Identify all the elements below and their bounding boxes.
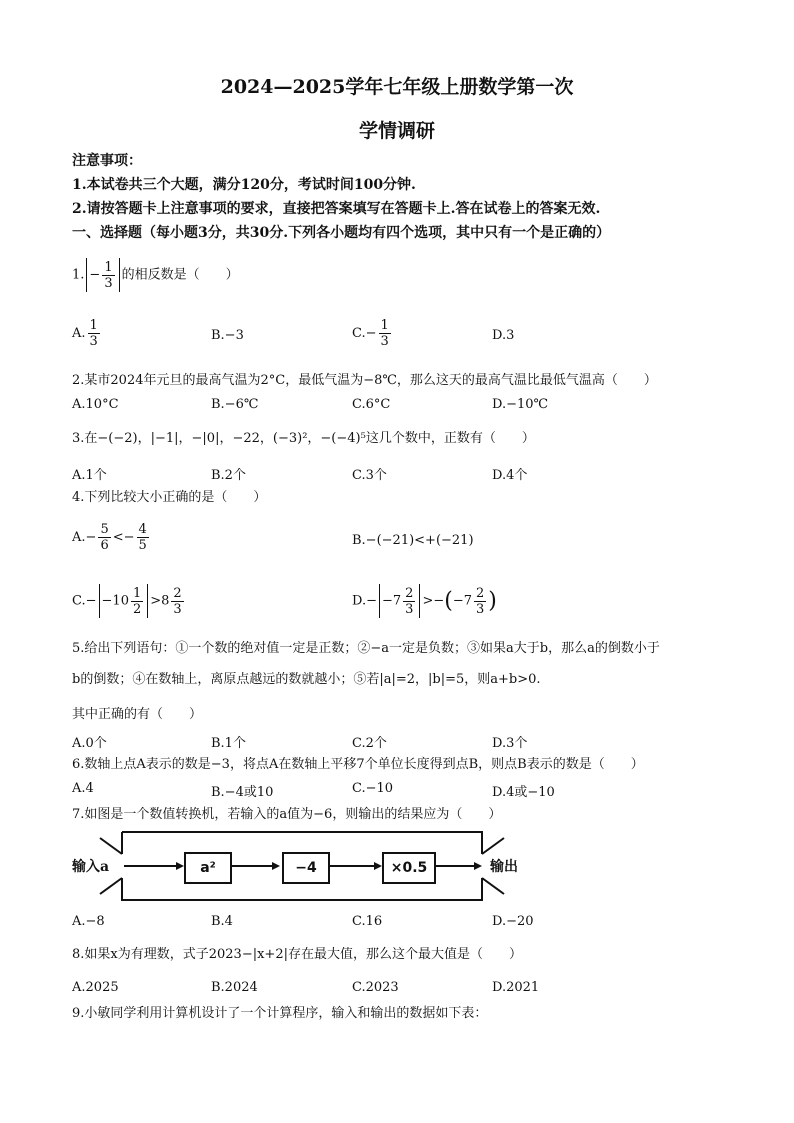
q4-option-a[interactable]: A.− $\frac{5}{6}$ <− $\frac{4}{5}$ [72, 522, 147, 553]
q2-option-b[interactable]: B.−6℃ [211, 397, 259, 412]
q8-option-b[interactable]: B.2024 [211, 980, 258, 995]
q2-option-d[interactable]: D.−10℃ [492, 397, 549, 412]
q4-option-d[interactable]: D.− −7 $\frac{2}{3}$ >−(−7 $\frac{2}{3}$ ) [352, 585, 497, 617]
question-1: 1. − $\frac{1}{3}$ 的相反数是（ ） [72, 259, 239, 291]
section-heading: 一、选择题（每小题3分，共30分.下列各小题均有四个选项，其中只有一个是正确的） [72, 225, 611, 241]
q5-option-a[interactable]: A.0个 [72, 736, 107, 751]
q7-option-d[interactable]: D.−20 [492, 914, 534, 929]
notes-item-1: 1.本试卷共三个大题，满分120分，考试时间100分钟. [72, 177, 416, 193]
q8-option-c[interactable]: C.2023 [352, 980, 399, 995]
q1-option-c[interactable]: C.− $\frac{1}{3}$ [352, 318, 389, 349]
notes-heading: 注意事项： [72, 153, 142, 169]
question-7: 7.如图是一个数值转换机，若输入的a值为−6，则输出的结果应为（ ） [72, 807, 502, 822]
page-subtitle: 学情调研 [358, 120, 435, 142]
q6-option-a[interactable]: A.4 [72, 781, 94, 796]
q1-option-a[interactable]: A. $\frac{1}{3}$ [72, 318, 98, 349]
notes-item-2: 2.请按答题卡上注意事项的要求，直接把答案填写在答题卡上.答在试卷上的答案无效. [72, 201, 601, 217]
question-8: 8.如果x为有理数，式子2023−|x+2|存在最大值，那么这个最大值是（ ） [72, 947, 522, 962]
q6-option-c[interactable]: C.−10 [352, 781, 394, 796]
q5-option-d[interactable]: D.3个 [492, 736, 528, 751]
question-6: 6.数轴上点A表示的数是−3，将点A在数轴上平移7个单位长度得到点B，则点B表示的数是（ ） [72, 757, 644, 772]
q5-option-b[interactable]: B.1个 [211, 736, 246, 751]
q4-option-c[interactable]: C.− −10 $\frac{1}{2}$ >8 $\frac{2}{3}$ [72, 585, 182, 617]
input-label: 输入a [72, 859, 110, 875]
q3-option-a[interactable]: A.1个 [72, 468, 107, 483]
q6-option-d[interactable]: D.4或−10 [492, 785, 555, 800]
q3-option-b[interactable]: B.2个 [211, 468, 246, 483]
q3-option-c[interactable]: C.3个 [352, 468, 387, 483]
question-4: 4.下列比较大小正确的是（ ） [72, 490, 267, 505]
square-box: a² [184, 852, 232, 884]
q4-option-b[interactable]: B.−(−21)<+(−21) [352, 533, 474, 548]
question-5-line-3: 其中正确的有（ ） [72, 707, 203, 722]
q7-option-c[interactable]: C.16 [352, 914, 383, 929]
q2-option-a[interactable]: A.10°C [72, 397, 119, 412]
question-2: 2.某市2024年元旦的最高气温为2°C，最低气温为−8℃，那么这天的最高气温比最低气温高（ ） [72, 373, 657, 388]
q5-option-c[interactable]: C.2个 [352, 736, 387, 751]
question-5-line-1: 5.给出下列语句：①一个数的绝对值一定是正数；②−a一定是负数；③如果a大于b，那么a的倒数小于 [72, 641, 660, 656]
minus-four-box: −4 [282, 852, 330, 884]
q8-option-a[interactable]: A.2025 [72, 980, 119, 995]
q7-option-b[interactable]: B.4 [211, 914, 233, 929]
q2-option-c[interactable]: C.6°C [352, 397, 391, 412]
question-3: 3.在−(−2)，|−1|，−|0|，−22，(−3)²，−(−4)⁵这几个数中，正数有（ ） [72, 431, 535, 446]
times-half-box: ×0.5 [382, 852, 436, 884]
question-9: 9.小敏同学利用计算机设计了一个计算程序，输入和输出的数据如下表： [72, 1006, 488, 1021]
conversion-machine-diagram [72, 828, 532, 904]
output-label: 输出 [490, 859, 518, 875]
page-title: 2024—2025学年七年级上册数学第一次 [220, 76, 574, 98]
q1-option-d[interactable]: D.3 [492, 328, 515, 343]
question-5-line-2: b的倒数；④在数轴上，离原点越远的数就越小；⑤若|a|=2，|b|=5，则a+b>0. [72, 672, 541, 687]
q6-option-b[interactable]: B.−4或10 [211, 785, 274, 800]
q1-option-b[interactable]: B.−3 [211, 328, 244, 343]
q3-option-d[interactable]: D.4个 [492, 468, 528, 483]
q8-option-d[interactable]: D.2021 [492, 980, 540, 995]
q7-option-a[interactable]: A.−8 [72, 914, 105, 929]
